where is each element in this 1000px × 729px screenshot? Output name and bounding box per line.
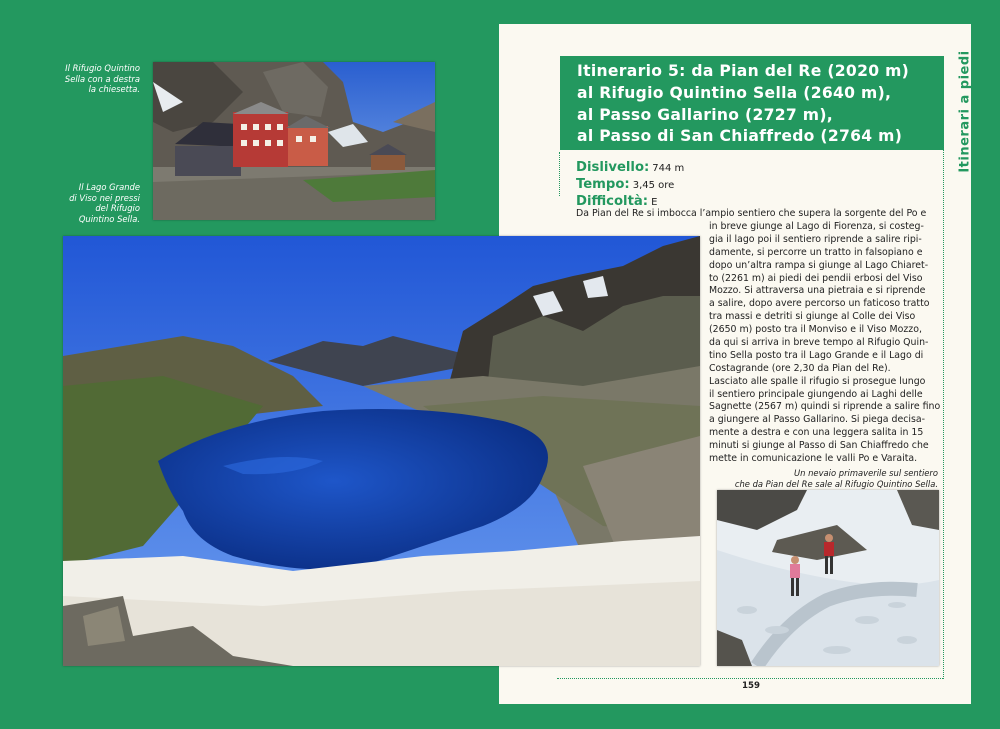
title-line: Itinerario 5: da Pian del Re (2020 m) bbox=[577, 62, 910, 80]
caption-line: che da Pian del Re sale al Rifugio Quintino Sella. bbox=[734, 478, 938, 489]
title-line: al Rifugio Quintino Sella (2640 m), bbox=[577, 84, 892, 102]
rifugio-photo bbox=[153, 62, 435, 220]
text-line: da qui si arriva in breve tempo al Rifugio Quin- bbox=[709, 337, 929, 349]
stat-tempo bbox=[576, 177, 674, 192]
stat-label: Tempo: bbox=[576, 177, 630, 192]
body-text-column bbox=[709, 221, 940, 466]
text-line: a salire, dopo avere percorso un faticoso tratto bbox=[709, 298, 930, 310]
text-line: il sentiero principale giungendo ai Laghi delle bbox=[709, 388, 923, 400]
text-line: damente, si percorre un tratto in falsopiano e bbox=[709, 246, 923, 258]
caption-line: del Rifugio bbox=[95, 203, 140, 213]
section-tab-label: Itinerari a piedi bbox=[957, 50, 973, 173]
text-line: Lasciato alle spalle il rifugio si prosegue lungo bbox=[709, 375, 926, 387]
text-line: mente a destra e con una leggera salita in 15 bbox=[709, 427, 924, 439]
caption-rifugio bbox=[40, 63, 140, 95]
caption-line: la chiesetta. bbox=[88, 84, 140, 94]
caption-nevaio bbox=[700, 468, 938, 489]
page-number: 159 bbox=[742, 681, 760, 691]
caption-lago bbox=[40, 182, 140, 224]
itinerary-title-box bbox=[560, 56, 944, 150]
stat-value: 3,45 ore bbox=[632, 180, 675, 191]
text-line: tra massi e detriti si giunge al Colle dei Viso bbox=[709, 311, 916, 323]
dotted-divider bbox=[559, 152, 560, 196]
text-line: mette in comunicazione le valli Po e Varaita. bbox=[709, 453, 918, 465]
text-line: a giungere al Passo Gallarino. Si piega decisa- bbox=[709, 414, 925, 426]
stat-label: Dislivello: bbox=[576, 160, 650, 175]
stat-label: Difficoltà: bbox=[576, 194, 649, 209]
title-line: al Passo di San Chiaffredo (2764 m) bbox=[577, 127, 903, 145]
text-line: gia il lago poi il sentiero riprende a salire ripi- bbox=[709, 233, 922, 245]
title-line: al Passo Gallarino (2727 m), bbox=[577, 106, 834, 124]
stat-difficolta bbox=[576, 194, 657, 209]
text-line: dopo un’altra rampa si giunge al Lago Chiaret- bbox=[709, 259, 929, 271]
text-line: to (2261 m) ai piedi dei pendii erbosi del Viso bbox=[709, 272, 923, 284]
text-line: (2650 m) posto tra il Monviso e il Viso Mozzo, bbox=[709, 324, 922, 336]
stat-value: E bbox=[651, 197, 658, 208]
caption-line: Un nevaio primaverile sul sentiero bbox=[794, 468, 938, 478]
text-line: Costagrande (ore 2,30 da Pian del Re). bbox=[709, 362, 891, 374]
text-line: Sagnette (2567 m) quindi si riprende a salire fino bbox=[709, 401, 941, 413]
caption-line: Quintino Sella. bbox=[78, 213, 140, 224]
dotted-divider bbox=[943, 150, 944, 679]
caption-line: Sella con a destra bbox=[64, 73, 140, 84]
caption-line: Il Rifugio Quintino bbox=[65, 63, 140, 73]
stat-value: 744 m bbox=[652, 163, 685, 174]
lago-grande-photo bbox=[63, 236, 700, 666]
text-line: in breve giunge al Lago di Fiorenza, si costeg- bbox=[709, 221, 924, 232]
text-line: minuti si giunge al Passo di San Chiaffredo che bbox=[709, 440, 929, 452]
nevaio-photo bbox=[717, 490, 939, 666]
text-line: Da Pian del Re si imbocca l’ampio sentiero che supera la sorgente del Po e bbox=[576, 208, 927, 219]
text-line: Mozzo. Si attraversa una pietraia e si riprende bbox=[709, 285, 926, 297]
stat-dislivello bbox=[576, 160, 684, 175]
section-tab bbox=[948, 42, 974, 192]
text-line: tino Sella posto tra il Lago Grande e il Lago di bbox=[709, 349, 924, 361]
dotted-divider bbox=[557, 678, 943, 679]
caption-line: Il Lago Grande bbox=[78, 182, 140, 192]
caption-line: di Viso nei pressi bbox=[69, 192, 140, 203]
body-text-intro bbox=[576, 208, 926, 221]
